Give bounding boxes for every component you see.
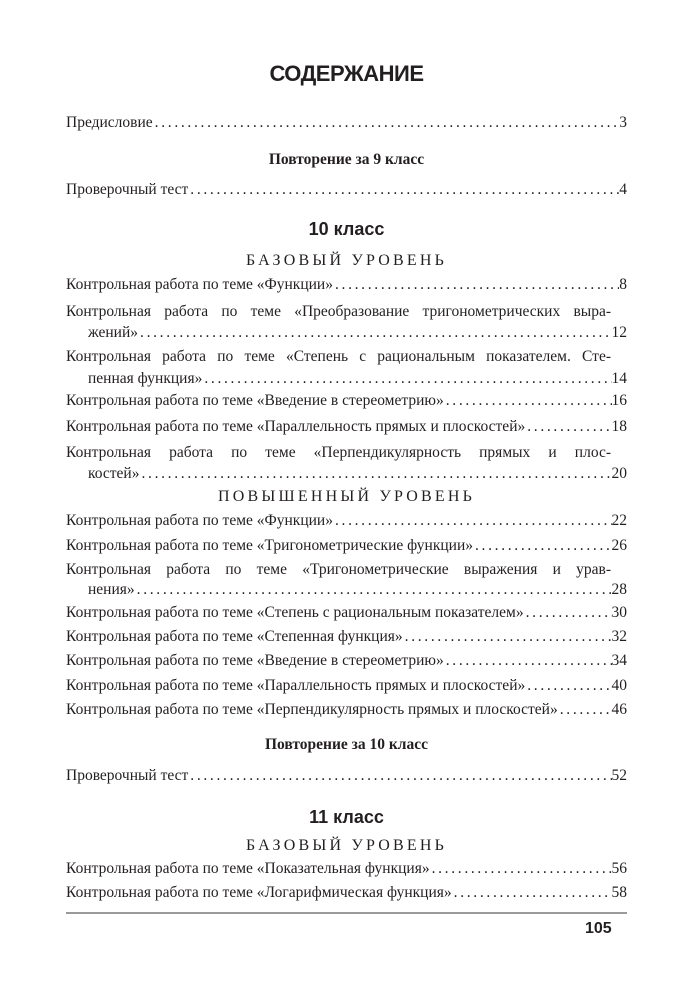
dot-leader (188, 766, 611, 786)
toc-entry[interactable] (88, 580, 627, 600)
toc-entry[interactable] (88, 464, 627, 484)
dot-leader (524, 603, 612, 623)
toc-entry-page: 28 (611, 581, 627, 598)
level-heading: БАЗОВЫЙ УРОВЕНЬ (245, 837, 448, 854)
grade-heading: 11 класс (309, 807, 384, 827)
toc-entry-title: Контрольная работа по теме «Показательная функция» (66, 860, 430, 877)
level-heading: ПОВЫШЕННЫЙ УРОВЕНЬ (217, 488, 476, 505)
page-title: СОДЕРЖАНИЕ (269, 61, 424, 86)
toc-entry-page: 32 (611, 628, 627, 645)
dot-leader (403, 627, 612, 647)
footer-rule (66, 912, 627, 914)
toc-entry-page: 20 (611, 465, 627, 482)
toc-entry-title: Предисловие (66, 114, 153, 131)
toc-entry-title: Контрольная работа по теме «Функции» (66, 512, 333, 529)
toc-entry-title: Контрольная работа по теме «Введение в стереометрию» (66, 392, 444, 409)
toc-entry-page: 4 (619, 181, 627, 198)
grade-heading: 10 класс (308, 219, 385, 239)
toc-entry-title: Контрольная работа по теме «Функции» (66, 276, 333, 293)
toc-entry[interactable] (66, 275, 627, 295)
toc-entry[interactable] (66, 536, 627, 556)
toc-entry[interactable] (66, 859, 627, 879)
dot-leader (473, 536, 612, 556)
toc-entry-page: 14 (611, 370, 627, 387)
toc-entry-title: Контрольная работа по теме «Степенная функция» (66, 628, 403, 645)
toc-entry-page: 52 (611, 767, 627, 784)
dot-leader (139, 464, 611, 484)
toc-entry-title: Контрольная работа по теме «Параллельность прямых и плоскостей» (66, 677, 526, 694)
toc-entry[interactable] (66, 766, 627, 786)
toc-entry[interactable] (66, 417, 627, 437)
toc-entry-page: 16 (611, 392, 627, 409)
toc-entry-title: жений» (88, 324, 139, 341)
toc-entry[interactable] (66, 603, 627, 623)
toc-entry-title: Проверочный тест (66, 181, 189, 198)
toc-entry-page: 8 (619, 276, 627, 293)
toc-entry-page: 22 (611, 512, 627, 529)
toc-entry[interactable] (88, 323, 627, 343)
toc-entry-page: 30 (611, 604, 627, 621)
toc-entry-line: Контрольная работа по теме «Степень с рациональным показателем. Сте- (66, 348, 611, 365)
level-heading: БАЗОВЫЙ УРОВЕНЬ (245, 252, 448, 269)
dot-leader (558, 700, 612, 720)
toc-entry-page: 12 (611, 324, 627, 341)
toc-entry[interactable] (66, 700, 627, 720)
toc-entry-page: 34 (611, 652, 627, 669)
toc-entry[interactable] (66, 113, 627, 133)
toc-entry-page: 18 (611, 418, 627, 435)
dot-leader (202, 369, 611, 389)
toc-entry-page: 26 (611, 537, 627, 554)
toc-entry[interactable] (66, 627, 627, 647)
review-heading: Повторение за 10 класс (264, 736, 429, 753)
toc-entry[interactable] (66, 391, 627, 411)
dot-leader (430, 859, 612, 879)
toc-entry-title: Контрольная работа по теме «Логарифмическая функция» (66, 884, 452, 901)
toc-entry[interactable] (66, 651, 627, 671)
toc-entry-line: Контрольная работа по теме «Преобразование тригонометрических выра- (66, 303, 611, 320)
toc-entry[interactable] (88, 369, 627, 389)
dot-leader (525, 676, 611, 696)
dot-leader (153, 113, 620, 133)
toc-entry[interactable] (66, 883, 627, 903)
dot-leader (444, 391, 612, 411)
dot-leader (135, 580, 612, 600)
page-number: 105 (585, 920, 612, 937)
toc-entry-title: Контрольная работа по теме «Введение в стереометрию» (66, 652, 444, 669)
dot-leader (452, 883, 612, 903)
toc-entry-line: Контрольная работа по теме «Перпендикулярность прямых и плос- (66, 444, 611, 461)
toc-entry-title: Проверочный тест (66, 767, 189, 784)
toc-entry-title: Контрольная работа по теме «Степень с рациональным показателем» (66, 604, 524, 621)
toc-entry-page: 58 (611, 884, 627, 901)
toc-entry-title: Контрольная работа по теме «Параллельность прямых и плоскостей» (66, 418, 526, 435)
toc-entry-title: Контрольная работа по теме «Перпендикулярность прямых и плоскостей» (66, 701, 558, 718)
review-heading: Повторение за 9 класс (268, 151, 425, 168)
toc-entry-title: костей» (88, 465, 140, 482)
toc-entry[interactable] (66, 180, 627, 200)
toc-entry-title: нения» (88, 581, 135, 598)
toc-entry-page: 46 (611, 701, 627, 718)
dot-leader (525, 417, 611, 437)
toc-entry-page: 3 (619, 114, 627, 131)
toc-entry-page: 56 (611, 860, 627, 877)
dot-leader (444, 651, 612, 671)
toc-entry-title: пенная функция» (88, 370, 203, 387)
toc-entry-title: Контрольная работа по теме «Тригонометрические функции» (66, 537, 473, 554)
dot-leader (333, 275, 619, 295)
toc-entry[interactable] (66, 676, 627, 696)
dot-leader (333, 511, 612, 531)
toc-entry[interactable] (66, 511, 627, 531)
dot-leader (138, 323, 611, 343)
dot-leader (188, 180, 619, 200)
toc-entry-page: 40 (611, 677, 627, 694)
toc-entry-line: Контрольная работа по теме «Тригонометрические выражения и урав- (66, 561, 611, 578)
